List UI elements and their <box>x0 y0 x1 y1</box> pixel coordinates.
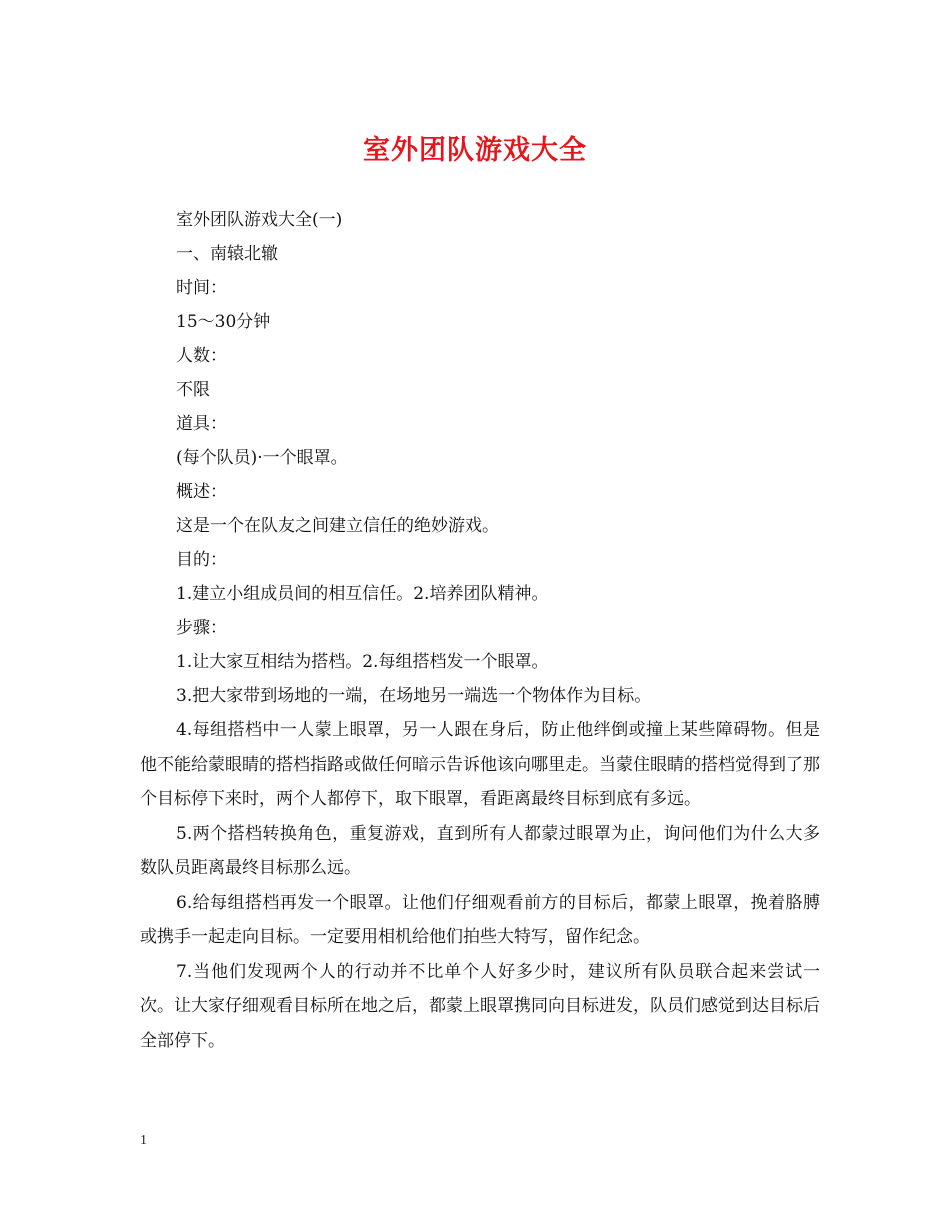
step-4-paragraph: 4.每组搭档中一人蒙上眼罩，另一人跟在身后，防止他绊倒或撞上某些障碍物。但是他不能给蒙眼睛的搭档指路或做任何暗示告诉他该向哪里走。当蒙住眼睛的搭档觉得到了那个目标停下来时，两个人都停下，取下眼罩，看距离最终目标到底有多远。 <box>140 720 820 809</box>
overview-value: 这是一个在队友之间建立信任的绝妙游戏。 <box>176 516 499 536</box>
section-heading: 室外团队游戏大全(一) <box>176 210 343 230</box>
step-5-paragraph: 5.两个搭档转换角色，重复游戏，直到所有人都蒙过眼罩为止，询问他们为什么大多数队员距离最终目标那么远。 <box>140 823 820 878</box>
people-label: 人数： <box>176 346 227 366</box>
props-value: (每个队员)·一个眼罩。 <box>176 448 348 468</box>
page-number: 1 <box>140 1133 147 1148</box>
step-6-paragraph: 6.给每组搭档再发一个眼罩。让他们仔细观看前方的目标后，都蒙上眼罩，挽着胳膊或携手一起走向目标。一定要用相机给他们拍些大特写，留作纪念。 <box>140 892 820 947</box>
step-7-paragraph: 7.当他们发现两个人的行动并不比单个人好多少时，建议所有队员联合起来尝试一次。让大家仔细观看目标所在地之后，都蒙上眼罩携同向目标进发，队员们感觉到达目标后全部停下。 <box>140 961 820 1051</box>
step-3: 3.把大家带到场地的一端，在场地另一端选一个物体作为目标。 <box>176 686 652 706</box>
props-label: 道具： <box>176 414 227 434</box>
purpose-label: 目的： <box>176 550 227 570</box>
time-label: 时间： <box>176 278 227 298</box>
people-value: 不限 <box>176 380 210 400</box>
step-1-2: 1.让大家互相结为搭档。2.每组搭档发一个眼罩。 <box>176 652 549 672</box>
document-body <box>140 203 820 1058</box>
purpose-value: 1.建立小组成员间的相互信任。2.培养团队精神。 <box>176 584 549 604</box>
overview-label: 概述： <box>176 482 227 502</box>
time-value: 15～30分钟 <box>176 312 271 332</box>
game-title: 一、南辕北辙 <box>176 244 278 264</box>
steps-label: 步骤： <box>176 618 227 638</box>
document-title: 室外团队游戏大全 <box>363 135 587 166</box>
